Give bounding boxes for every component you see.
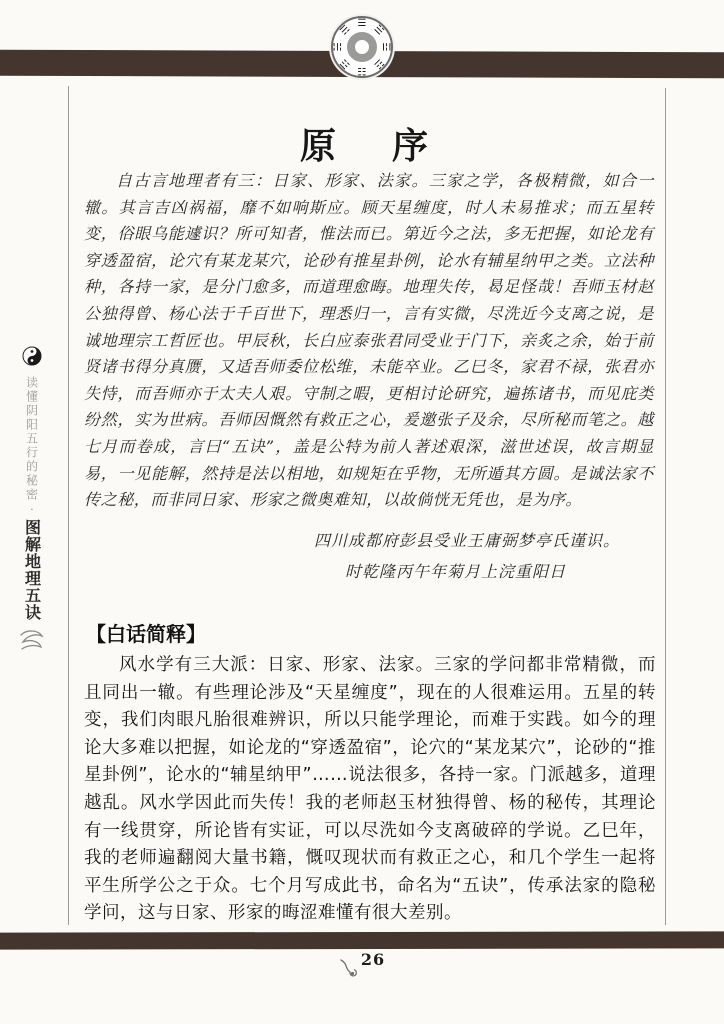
trigram-icon: ☱: [371, 23, 386, 38]
book-title-vertical: 图解地理五诀: [22, 519, 42, 621]
series-separator-dot: ·: [30, 505, 34, 516]
text-frame-right-rule: [665, 88, 666, 925]
page-footer: [0, 950, 724, 980]
attribution-date-line: 时乾隆丙午年菊月上浣重阳日: [344, 562, 566, 581]
trigram-icon: ☲: [380, 42, 391, 52]
classical-preface-paragraph: 自古言地理者有三：日家、形家、法家。三家之学，各极精微，如合一辙。其言吉凶祸福，靡不如响斯应。顾天星缠度，时人未易推求；而五星转变，俗眼乌能遽识？所可知者，惟法而已。第近今之法，多无把握，如论龙有穿透盈宿，论穴有某龙某穴，论砂有推星卦例，论水有辅星纳甲之类。立法种种，各持一家，是分门愈多，而道理愈晦。地理失传，曷足怪哉！吾师玉材赵公独得曾、杨心法于千百世下，理悉归一，言有实微，尽洗近今支离之说，是诚地理宗工哲匠也。甲辰秋，长白应泰张君同受业于门下，亲炙之余，始于前贤诸书得分真赝，又适吾师委位松维，未能卒业。乙巳冬，家君不禄，张君亦失恃，而吾师亦于太夫人艰。守制之暇，更相讨论研究，遍拣诸书，而见庇类纷然，实为世病。吾师因慨然有救正之心，爰邀张子及余，尽所秘而笔之。越七月而卷成，言曰“五诀”，盖是公特为前人著述艰深，滋世述误，故言期显易，一见能解，然持是法以相地，如规矩在乎物，无所遁其方圆。是诚法家不传之秘，而非同日家、形家之微奥难知，以故倘恍无凭也，是为序。: [84, 171, 654, 510]
trigram-icon: ☶: [338, 56, 353, 71]
text-frame-left-rule: [68, 86, 69, 925]
trigram-icon: ☷: [357, 65, 367, 76]
page-number: 26: [360, 950, 386, 969]
taiji-icon: [22, 346, 42, 366]
floral-flourish-icon: [18, 627, 46, 651]
page-title: 原 序: [299, 125, 438, 167]
vernacular-section-header: 【白话简释】: [86, 622, 206, 646]
trigram-icon: ☰: [357, 18, 367, 29]
vernacular-paragraph: 风水学有三大派：日家、形家、法家。三家的学问都非常精微，而且同出一辙。有些理论涉及“天星缠度”，现在的人很难运用。五星的转变，我们肉眼凡胎很难辨识，所以只能学理论，而难于实践。如今的理论大多难以把握，如论龙的“穿透盈宿”，论穴的“某龙某穴”，论砂的“推星卦例”，论水的“辅星纳甲”……说法很多，各持一家。门派越多，道理越乱。风水学因此而失传！我的老师赵玉材独得曾、杨的秘传，其理论有一线贯穿，所论皆有实证，可以尽洗如今支离破碎的学说。乙巳年，我的老师遍翻阅大量书籍，慨叹现状而有救正之心，和几个学生一起将平生所学公之于众。七个月写成此书，命名为“五诀”，传承法家的隐秘学问，这与日家、形家的晦涩难懂有很大差别。: [84, 655, 656, 924]
page-number-flourish-icon: [339, 958, 359, 980]
bottom-rule-band: [0, 931, 724, 949]
trigram-icon: ☴: [338, 23, 353, 38]
bagua-emblem-icon: [331, 16, 393, 78]
margin-series-strip: [14, 346, 50, 651]
series-title-vertical: 读懂阴阳五行的秘密: [24, 376, 39, 502]
trigram-icon: ☵: [333, 42, 344, 52]
attribution-author-line: 四川成都府彭县受业王庸弼梦亭氏谨识。: [313, 531, 620, 550]
trigram-icon: ☳: [371, 56, 386, 71]
